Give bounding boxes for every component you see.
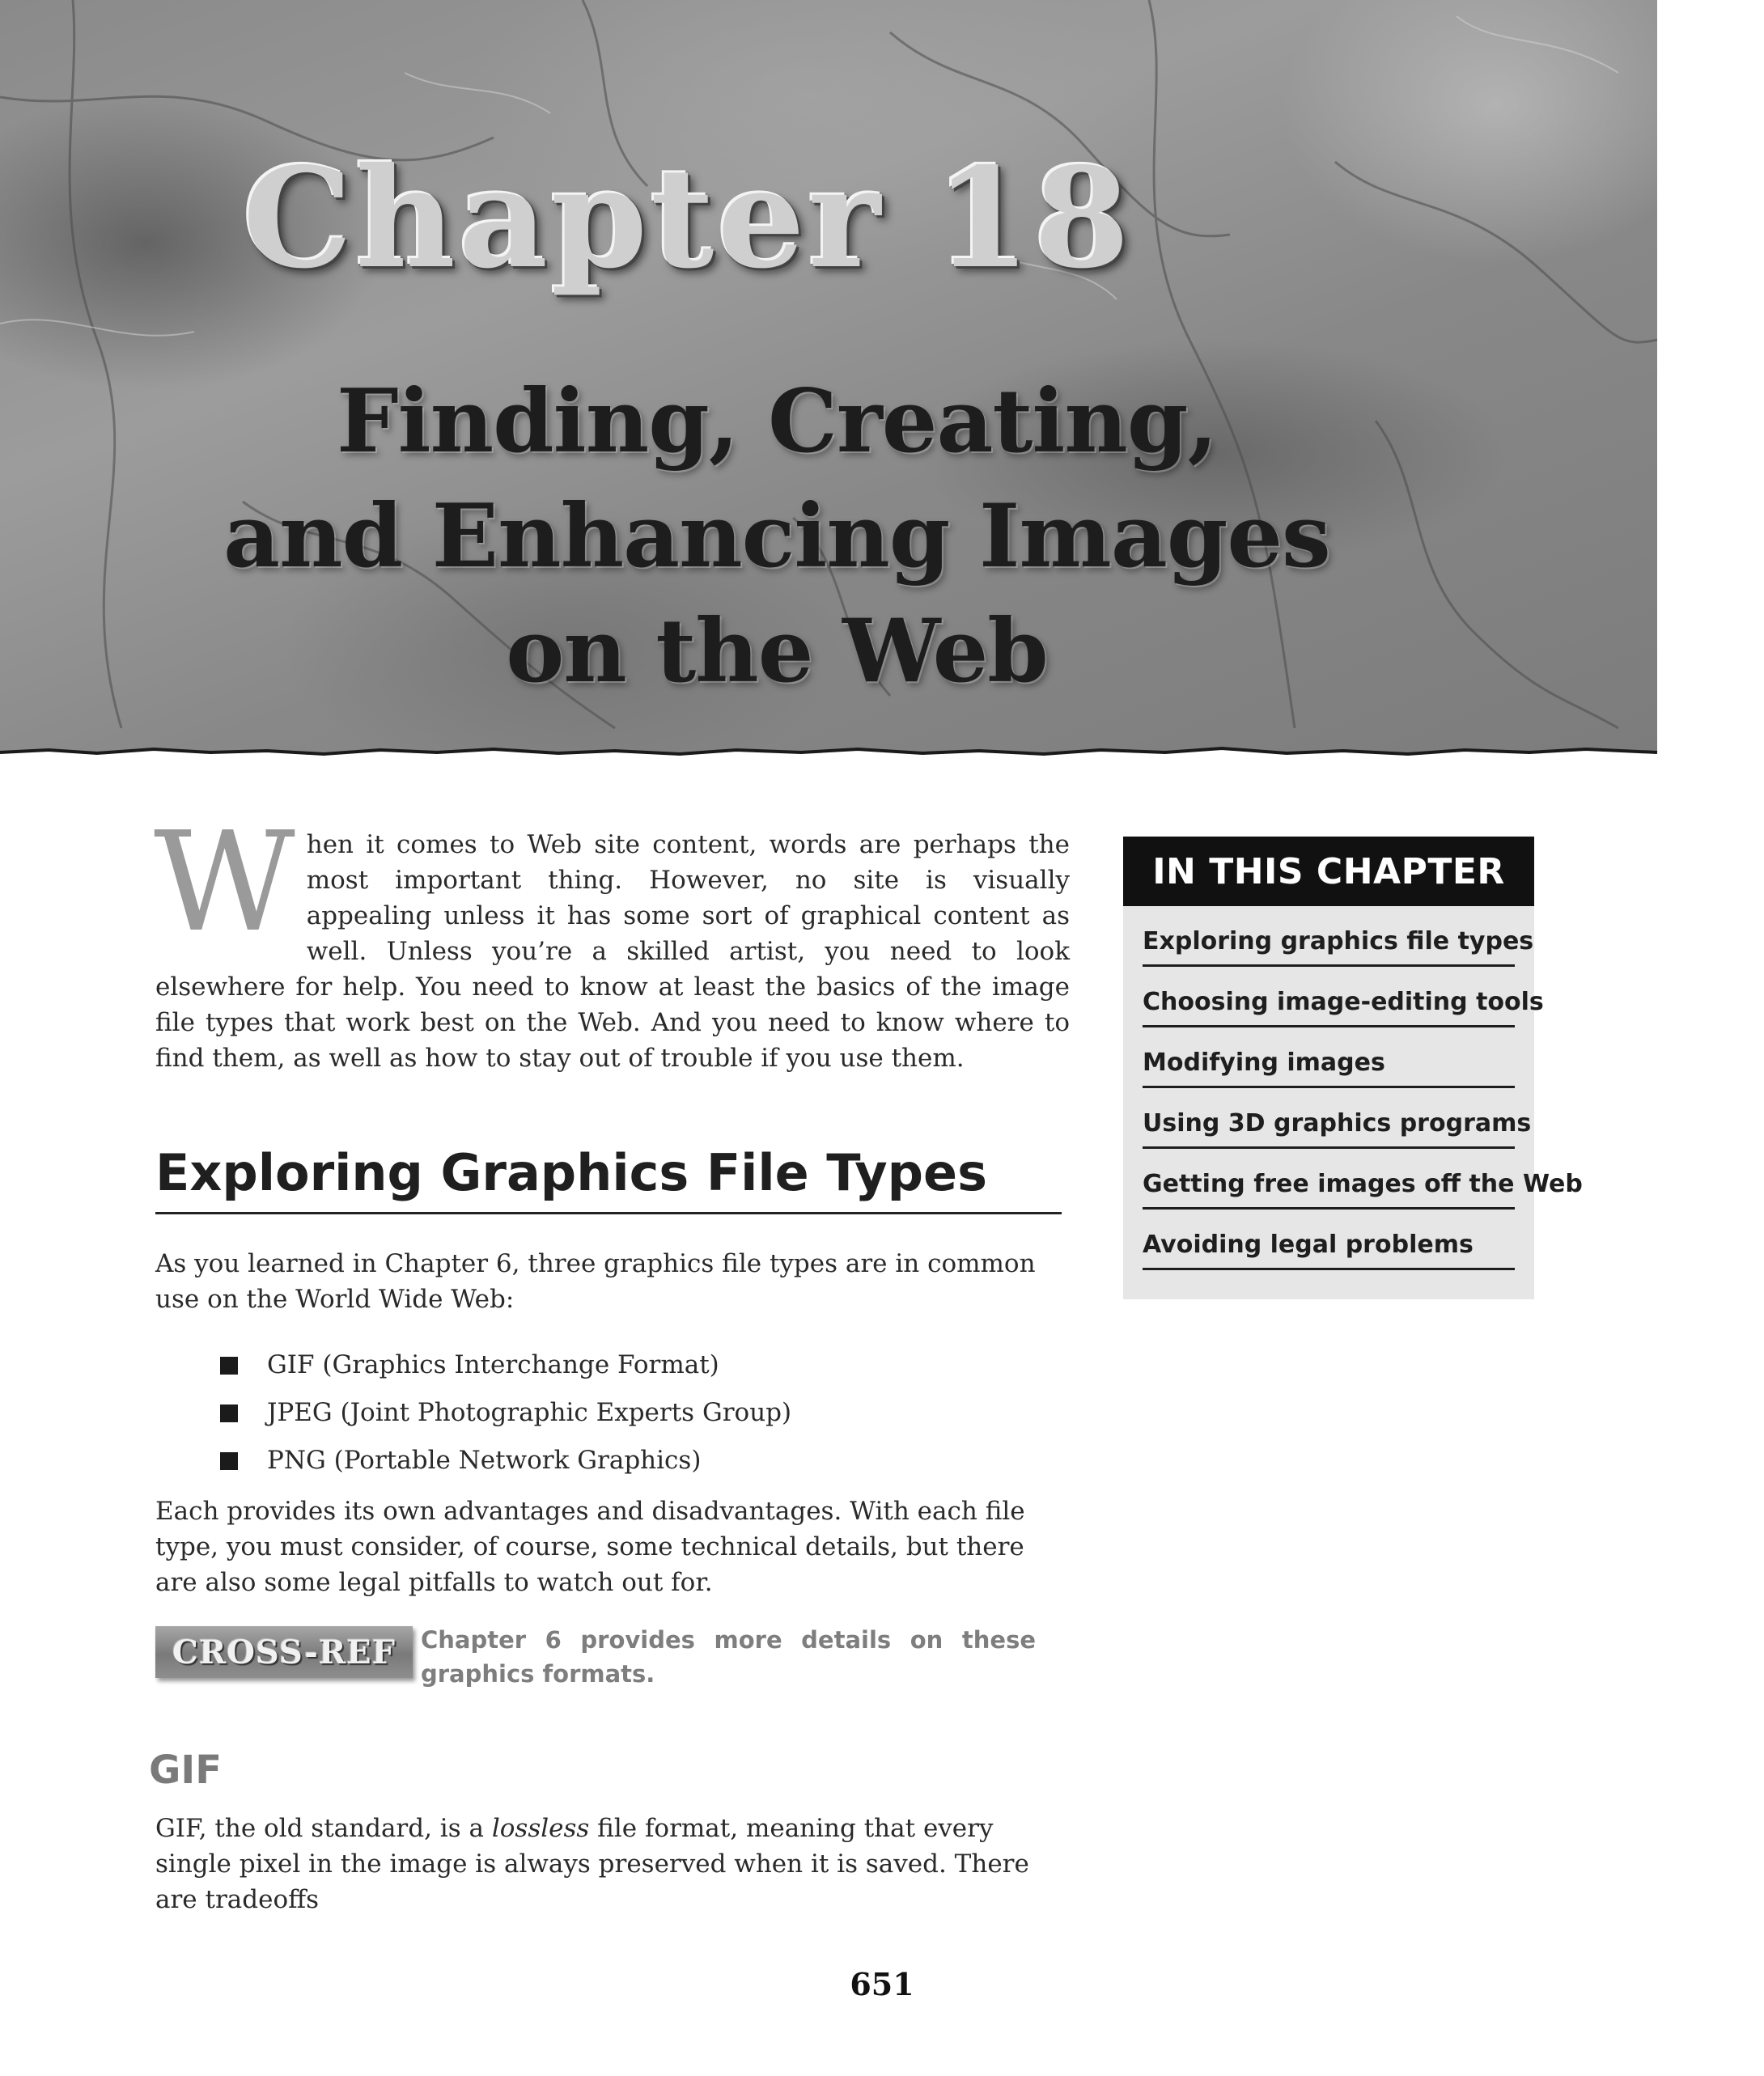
gif-text-start: GIF, the old standard, is a xyxy=(155,1814,492,1843)
bullet-icon xyxy=(220,1404,238,1422)
sidebar-title: IN THIS CHAPTER xyxy=(1123,837,1534,906)
list-item-text: PNG (Portable Network Graphics) xyxy=(267,1446,702,1475)
gif-text-end: file format, meaning that every single pixel in the image is always preserved when it is saved. There are tradeoffs xyxy=(155,1814,1029,1914)
cross-ref-badge xyxy=(155,1626,413,1678)
bullet-icon xyxy=(220,1452,238,1470)
sidebar-item: Avoiding legal problems xyxy=(1143,1210,1515,1270)
gif-emphasis: lossless xyxy=(491,1814,590,1843)
chapter-banner xyxy=(0,0,1657,765)
sidebar-item: Getting free images off the Web xyxy=(1143,1149,1515,1210)
gif-heading: GIF xyxy=(149,1748,223,1793)
sidebar-item: Using 3D graphics programs xyxy=(1143,1088,1515,1149)
list-item xyxy=(220,1341,791,1389)
section-followup: Each provides its own advantages and disadvantages. With each file type, you must consider, of course, some technical details, but there are also some legal pitfalls to watch out for. xyxy=(155,1497,1025,1597)
list-item xyxy=(220,1437,791,1485)
file-type-list xyxy=(220,1341,791,1485)
cross-ref-label: CROSS-REF xyxy=(172,1633,396,1671)
section-heading: Exploring Graphics File Types xyxy=(155,1139,1062,1214)
in-this-chapter-sidebar xyxy=(1123,837,1583,1299)
page-number: 651 xyxy=(850,1966,914,2002)
chapter-title-line: on the Web xyxy=(506,600,1048,702)
sidebar-item: Exploring graphics file types xyxy=(1143,919,1515,967)
chapter-title-line: Finding, Creating, xyxy=(336,371,1218,472)
chapter-title-line: and Enhancing Images xyxy=(223,485,1330,587)
intro-text: hen it comes to Web site content, words are perhaps the most important thing. However, no site is visually appealing unless it has some sort of graphical content as well. Unless you’re a skilled artist, you need to look elsewhere for help. You need to know at least the basics of the image file types that work best on the Web. And you need to know where to find them, as well as how to stay out of trouble if you use them. xyxy=(155,830,1070,1073)
sidebar-topic-list xyxy=(1123,906,1583,1270)
sidebar-item: Modifying images xyxy=(1143,1027,1515,1088)
list-item xyxy=(220,1389,791,1437)
list-item-text: JPEG (Joint Photographic Experts Group) xyxy=(267,1398,792,1427)
intro-paragraph xyxy=(154,803,1070,1076)
cross-ref-note: Chapter 6 provides more details on these graphics formats. xyxy=(421,1626,1036,1688)
section-lead: As you learned in Chapter 6, three graphics file types are in common use on the World Wide Web: xyxy=(155,1249,1036,1314)
sidebar-item: Choosing image-editing tools xyxy=(1143,967,1515,1027)
list-item-text: GIF (Graphics Interchange Format) xyxy=(267,1350,719,1379)
bullet-icon xyxy=(220,1357,238,1375)
chapter-number: Chapter 18 xyxy=(243,138,1133,299)
torn-edge xyxy=(0,728,1657,765)
gif-paragraph xyxy=(155,1811,1070,1917)
drop-cap: W xyxy=(154,803,295,963)
chapter-title xyxy=(113,364,1440,709)
